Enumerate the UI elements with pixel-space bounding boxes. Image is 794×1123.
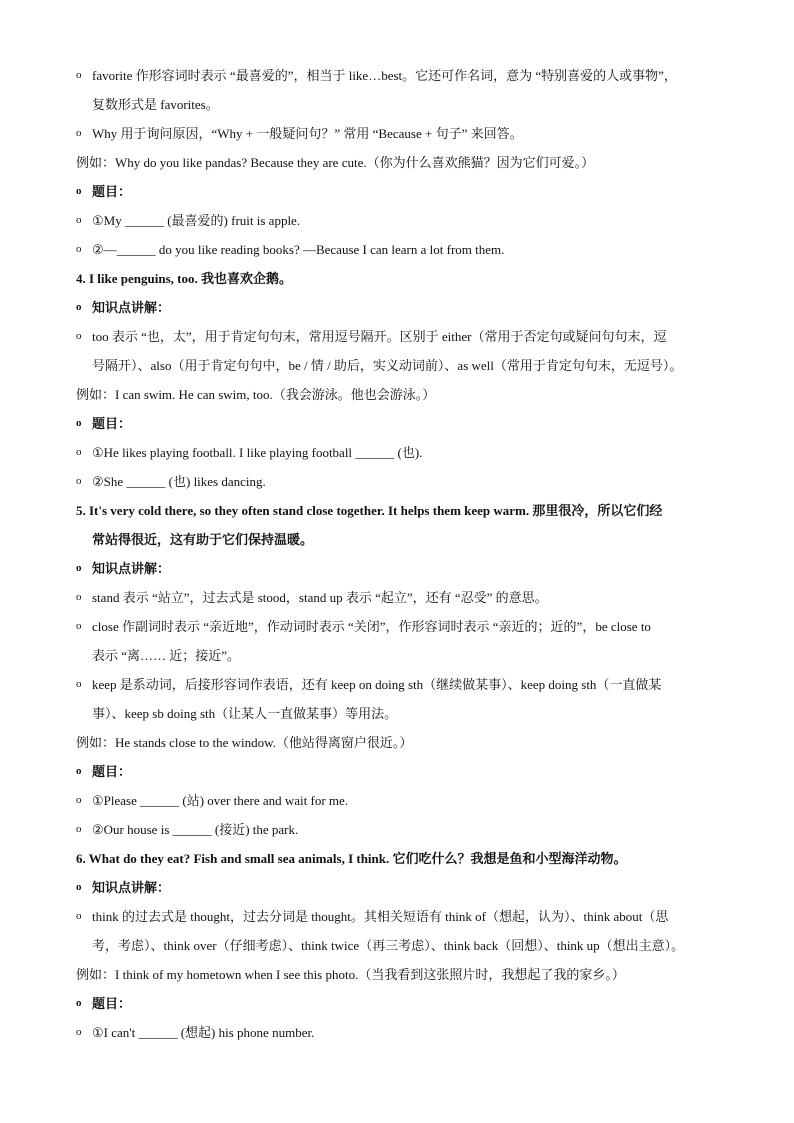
bullet-icon: o [76, 214, 82, 226]
knowledge-heading: o 知识点讲解： [76, 293, 728, 322]
document-body [76, 61, 728, 1047]
note-close: o close 作副词时表示 “亲近地”，作动词时表示 “关闭”，作形容词时表示 “亲近的；近的”，be close to [76, 612, 728, 641]
example-too: 例如：I can swim. He can swim, too.（我会游泳。他也会游泳。） [76, 387, 436, 402]
section-5-heading: 5. It's very cold there, so they often stand close together. It helps them keep warm. 那里很冷，所以它们经 [76, 503, 663, 518]
section-6-heading: 6. What do they eat? Fish and small sea animals, I think. 它们吃什么？我想是鱼和小型海洋动物。 [76, 851, 627, 866]
note-favorite: o favorite 作形容词时表示 “最喜爱的”，相当于 like…best。它还可作名词，意为 “特别喜爱的人或事物”， [76, 61, 728, 90]
bullet-icon: o [76, 475, 82, 487]
bullet-icon: o [76, 127, 82, 139]
example-why: 例如：Why do you like pandas? Because they are cute.（你为什么喜欢熊猫？因为它们可爱。） [76, 155, 595, 170]
bullet-icon: o [76, 678, 82, 690]
note-close-cont: 表示 “离…… 近；接近”。 [92, 648, 241, 663]
note-think: o think 的过去式是 thought，过去分词是 thought。其相关短语有 think of（想起，认为）、think about（思 [76, 902, 728, 931]
bullet-icon: o [76, 765, 82, 777]
exercise-heading: o 题目： [76, 409, 728, 438]
bullet-icon: o [76, 794, 82, 806]
bullet-icon: o [76, 620, 82, 632]
bullet-icon: o [76, 330, 82, 342]
exercise-item: o ①Please ______ (站) over there and wait for me. [76, 786, 728, 815]
note-favorite-cont: 复数形式是 favorites。 [92, 97, 219, 112]
exercise-heading: o 题目： [76, 989, 728, 1018]
section-5-heading-cont: 常站得很近，这有助于它们保持温暖。 [92, 532, 314, 547]
bullet-icon: o [76, 881, 82, 893]
example-think: 例如：I think of my hometown when I see this photo.（当我看到这张照片时，我想起了我的家乡。） [76, 967, 625, 982]
section-4-heading: 4. I like penguins, too. 我也喜欢企鹅。 [76, 271, 292, 286]
bullet-icon: o [76, 301, 82, 313]
bullet-icon: o [76, 910, 82, 922]
note-keep: o keep 是系动词，后接形容词作表语，还有 keep on doing sth（继续做某事）、keep doing sth（一直做某 [76, 670, 728, 699]
note-why: o Why 用于询问原因，“Why + 一般疑问句？” 常用 “Because + 句子” 来回答。 [76, 119, 728, 148]
note-stand: o stand 表示 “站立”，过去式是 stood，stand up 表示 “起立”，还有 “忍受” 的意思。 [76, 583, 728, 612]
bullet-icon: o [76, 591, 82, 603]
exercise-item: o ②Our house is ______ (接近) the park. [76, 815, 728, 844]
exercise-item: o ②She ______ (也) likes dancing. [76, 467, 728, 496]
exercise-heading: o 题目： [76, 757, 728, 786]
bullet-icon: o [76, 446, 82, 458]
exercise-item: o ①I can't ______ (想起) his phone number. [76, 1018, 728, 1047]
bullet-icon: o [76, 243, 82, 255]
bullet-icon: o [76, 997, 82, 1009]
example-stand: 例如：He stands close to the window.（他站得离窗户很近。） [76, 735, 413, 750]
bullet-icon: o [76, 69, 82, 81]
note-think-cont: 考，考虑）、think over（仔细考虑）、think twice（再三考虑）、think back（回想）、think up（想出主意）。 [92, 938, 685, 953]
exercise-item: o ②—______ do you like reading books? —Because I can learn a lot from them. [76, 235, 728, 264]
knowledge-heading: o 知识点讲解： [76, 554, 728, 583]
exercise-item: o ①He likes playing football. I like playing football ______ (也). [76, 438, 728, 467]
bullet-icon: o [76, 417, 82, 429]
note-keep-cont: 事）、keep sb doing sth（让某人一直做某事）等用法。 [92, 706, 398, 721]
exercise-heading: o 题目： [76, 177, 728, 206]
bullet-icon: o [76, 1026, 82, 1038]
note-too-cont: 号隔开）、also（用于肯定句句中，be / 情 / 助后，实义动词前）、as well（常用于肯定句句末，无逗号）。 [92, 358, 683, 373]
note-too: o too 表示 “也，太”，用于肯定句句末，常用逗号隔开。区别于 either（常用于否定句或疑问句句末，逗 [76, 322, 728, 351]
knowledge-heading: o 知识点讲解： [76, 873, 728, 902]
bullet-icon: o [76, 562, 82, 574]
bullet-icon: o [76, 823, 82, 835]
exercise-item: o ①My ______ (最喜爱的) fruit is apple. [76, 206, 728, 235]
bullet-icon: o [76, 185, 82, 197]
